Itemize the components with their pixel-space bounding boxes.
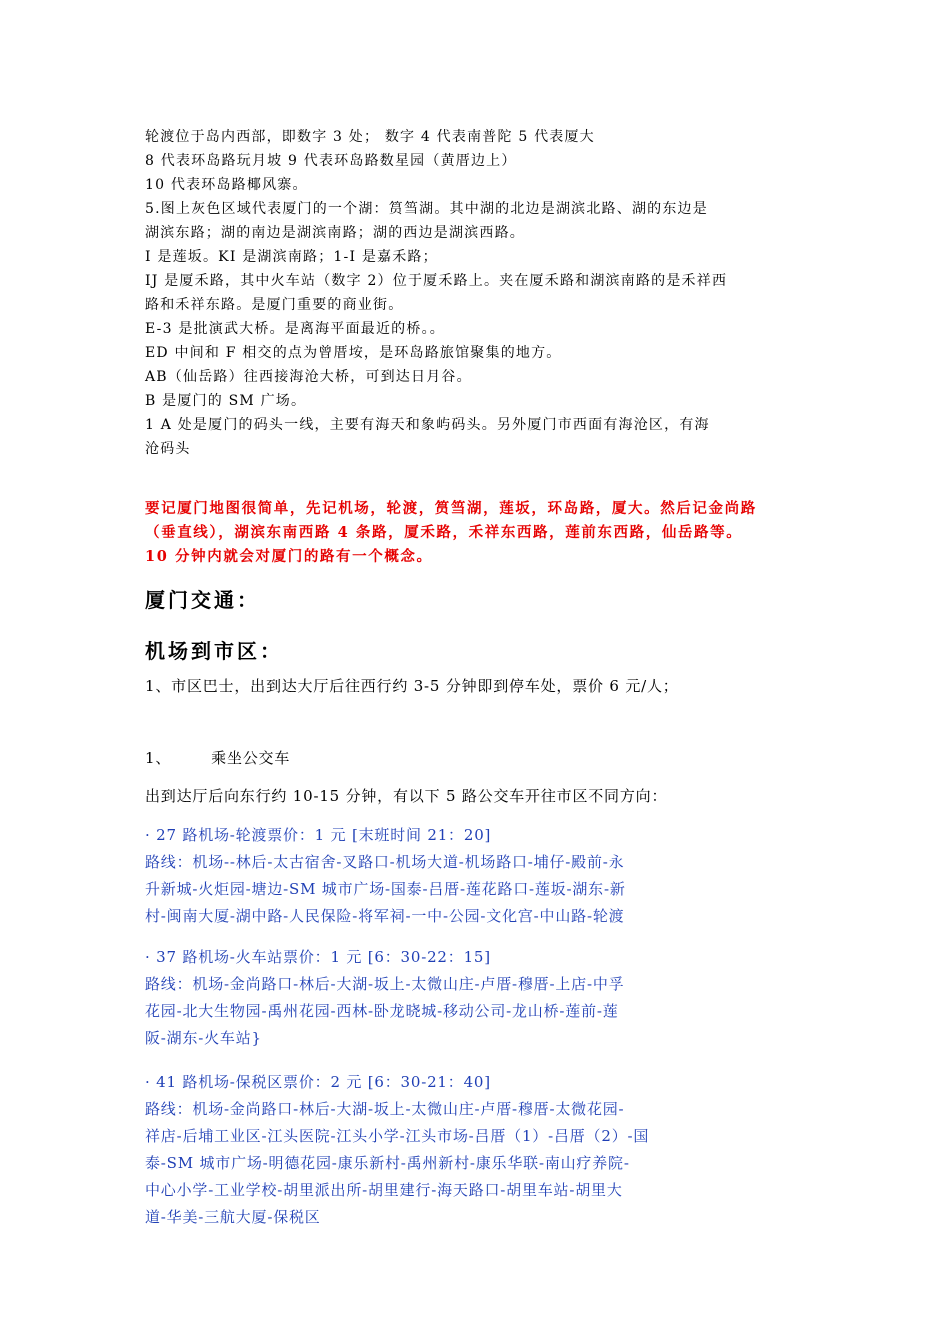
- intro-line: 路和禾祥东路。是厦门重要的商业街。: [145, 297, 404, 313]
- tip-line: 10 分钟内就会对厦门的路有一个概念。: [145, 548, 433, 565]
- intro-line: 轮渡位于岛内西部，即数字 3 处； 数字 4 代表南普陀 5 代表厦大: [145, 129, 595, 145]
- intro-line: AB（仙岳路）往西接海沧大桥，可到达日月谷。: [145, 369, 472, 385]
- route-37: [145, 944, 810, 1052]
- intro-line: 5.图上灰色区域代表厦门的一个湖：筼筜湖。其中湖的北边是湖滨北路、湖的东边是: [145, 201, 708, 217]
- intro-line: ED 中间和 F 相交的点为曾厝垵，是环岛路旅馆聚集的地方。: [145, 345, 562, 361]
- route-line: 阪-湖东-火车站}: [145, 1029, 262, 1047]
- route-line: 中心小学-工业学校-胡里派出所-胡里建行-海天路口-胡里车站-胡里大: [145, 1181, 623, 1199]
- route-line: 泰-SM 城市广场-明德花园-康乐新村-禹州新村-康乐华联-南山疗养院-: [145, 1154, 630, 1172]
- intro-line: B 是厦门的 SM 广场。: [145, 393, 307, 409]
- intro-line: E-3 是批演武大桥。是离海平面最近的桥。。: [145, 321, 445, 337]
- intro-line: 湖滨东路；湖的南边是湖滨南路；湖的西边是湖滨西路。: [145, 225, 525, 241]
- route-41: [145, 1069, 810, 1231]
- route-title: · 41 路机场-保税区票价：2 元 [6：30-21：40]: [145, 1073, 491, 1091]
- route-title: · 27 路机场-轮渡票价：1 元 [末班时间 21：20]: [145, 826, 492, 844]
- intro-line: 8 代表环岛路玩月坡 9 代表环岛路数星园（黄厝边上）: [145, 153, 517, 169]
- route-line: 村-闽南大厦-湖中路-人民保险-将军祠-一中-公园-文化宫-中山路-轮渡: [145, 907, 625, 925]
- intro-line: IJ 是厦禾路，其中火车站（数字 2）位于厦禾路上。夹在厦禾路和湖滨南路的是禾祥西: [145, 273, 728, 289]
- route-27: [145, 822, 810, 930]
- route-line: 升新城-火炬园-塘边-SM 城市广场-国泰-吕厝-莲花路口-莲坂-湖东-新: [145, 880, 626, 898]
- heading-transport: 厦门交通：: [145, 588, 260, 612]
- section-title: 乘坐公交车: [211, 749, 291, 767]
- section-public-bus: [145, 747, 810, 768]
- route-line: 路线：机场-金尚路口-林后-大湖-坂上-太微山庄-卢厝-穆厝-上店-中孚: [145, 975, 625, 993]
- intro-paragraph: [145, 125, 810, 461]
- intro-line: 1 A 处是厦门的码头一线，主要有海天和象屿码头。另外厦门市西面有海沧区，有海: [145, 417, 710, 433]
- route-line: 路线：机场-金尚路口-林后-大湖-坂上-太微山庄-卢厝-穆厝-太微花园-: [145, 1100, 625, 1118]
- tip-line: 要记厦门地图很简单，先记机场，轮渡，筼筜湖，莲坂，环岛路，厦大。然后记金尚路: [145, 500, 757, 517]
- heading-airport: 机场到市区：: [145, 639, 283, 663]
- route-line: 花园-北大生物园-禹州花园-西林-卧龙晓城-移动公司-龙山桥-莲前-莲: [145, 1002, 619, 1020]
- tip-paragraph: [145, 497, 810, 569]
- section-number: 1、: [145, 749, 172, 767]
- public-bus-intro: 出到达厅后向东行约 10-15 分钟，有以下 5 路公交车开往市区不同方向：: [145, 787, 668, 805]
- intro-line: I 是莲坂。KI 是湖滨南路；1-I 是嘉禾路；: [145, 249, 438, 265]
- route-line: 道-华美-三航大厦-保税区: [145, 1208, 321, 1226]
- bus-paragraph: 1、市区巴士，出到达大厅后往西行约 3-5 分钟即到停车处，票价 6 元/人；: [145, 677, 679, 695]
- intro-line: 10 代表环岛路椰风寨。: [145, 177, 308, 193]
- tip-line: （垂直线），湖滨东南西路 4 条路，厦禾路，禾祥东西路，莲前东西路，仙岳路等。: [145, 524, 743, 541]
- route-line: 路线：机场--林后-太古宿舍-叉路口-机场大道-机场路口-埔仔-殿前-永: [145, 853, 625, 871]
- route-line: 祥店-后埔工业区-江头医院-江头小学-江头市场-吕厝（1）-吕厝（2）-国: [145, 1127, 650, 1145]
- route-title: · 37 路机场-火车站票价：1 元 [6：30-22：15]: [145, 948, 491, 966]
- intro-line: 沧码头: [145, 441, 191, 457]
